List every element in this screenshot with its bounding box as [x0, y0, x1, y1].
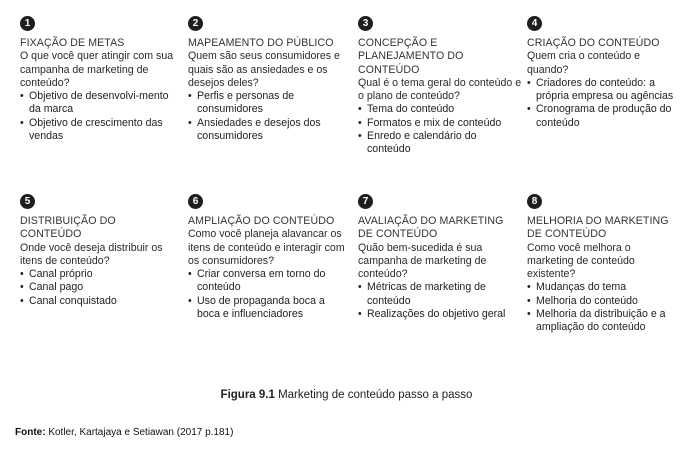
- step-title: AMPLIAÇÃO DO CONTEÚDO: [188, 215, 335, 227]
- step-question: Como você planeja alavancar os itens de conteúdo e interagir com os consumidores?: [188, 228, 345, 267]
- step-number-badge: 3: [358, 16, 373, 31]
- step-item: • Realizações do objetivo geral: [358, 308, 508, 321]
- step-item: • Tema do conteúdo: [358, 103, 523, 116]
- step-number-badge: 6: [188, 194, 203, 209]
- step-item: • Canal conquistado: [20, 295, 175, 308]
- step-question: Como você melhora o marketing de conteúdo existente?: [527, 241, 635, 281]
- step-title: DISTRIBUIÇÃO DO CONTEÚDO: [20, 215, 116, 241]
- step-title: MELHORIA DO MARKETING DE CONTEÚDO: [527, 215, 669, 241]
- step-number-badge: 4: [527, 16, 542, 31]
- step-item: • Ansiedades e desejos dos consumidores: [188, 117, 348, 144]
- step-items: [20, 268, 175, 308]
- step-item: • Mudanças do tema: [527, 281, 677, 294]
- step-number-badge: 8: [527, 194, 542, 209]
- step-3: [358, 16, 523, 157]
- step-question: O que você quer atingir com sua campanha de marketing de conteúdo?: [20, 50, 174, 89]
- step-title: CRIAÇÃO DO CONTEÚDO: [527, 37, 660, 49]
- step-item: • Canal pago: [20, 281, 175, 294]
- step-item: • Enredo e calendário do conteúdo: [358, 130, 523, 157]
- step-item: • Criadores do conteúdo: a própria empresa ou agências: [527, 77, 677, 104]
- step-items: [188, 268, 350, 321]
- step-item: • Objetivo de desenvolvi-mento da marca: [20, 90, 175, 117]
- step-items: [188, 90, 348, 143]
- step-item: • Melhoria do conteúdo: [527, 295, 677, 308]
- step-title: AVALIAÇÃO DO MARKETING DE CONTEÚDO: [358, 215, 504, 241]
- figure-label: Figura 9.1: [220, 389, 275, 401]
- step-4: [527, 16, 677, 130]
- step-item: • Canal próprio: [20, 268, 175, 281]
- step-item: • Métricas de marketing de conteúdo: [358, 281, 508, 308]
- figure-caption-text: Marketing de conteúdo passo a passo: [278, 389, 473, 401]
- step-item: • Objetivo de crescimento das vendas: [20, 117, 175, 144]
- step-5: [20, 194, 175, 308]
- step-title: FIXAÇÃO DE METAS: [20, 37, 125, 49]
- step-question: Qual é o tema geral do conteúdo e o plano de conteúdo?: [358, 76, 522, 103]
- step-title: CONCEPÇÃO E PLANEJAMENTO DO CONTEÚDO: [358, 37, 464, 76]
- step-items: [527, 281, 677, 334]
- step-item: • Perfis e personas de consumidores: [188, 90, 348, 117]
- step-number-badge: 1: [20, 16, 35, 31]
- source-label: Fonte:: [15, 427, 46, 438]
- step-2: [188, 16, 348, 143]
- source-note: [15, 427, 233, 438]
- step-item: • Uso de propaganda boca a boca e influenciadores: [188, 295, 350, 322]
- step-question: Quem cria o conteúdo e quando?: [527, 50, 641, 76]
- step-question: Quão bem-sucedida é sua campanha de marketing de conteúdo?: [358, 241, 487, 281]
- step-item: • Criar conversa em torno do conteúdo: [188, 268, 350, 295]
- source-text: Kotler, Kartajaya e Setiawan (2017 p.181): [48, 427, 234, 438]
- step-8: [527, 194, 677, 335]
- figure-caption: [0, 389, 693, 401]
- step-items: [358, 103, 523, 156]
- step-7: [358, 194, 508, 321]
- step-items: [20, 90, 175, 143]
- step-question: Quem são seus consumidores e quais são as ansiedades e os desejos deles?: [188, 50, 340, 89]
- step-number-badge: 5: [20, 194, 35, 209]
- step-item: • Cronograma de produção do conteúdo: [527, 103, 677, 130]
- step-item: • Formatos e mix de conteúdo: [358, 117, 523, 130]
- step-number-badge: 7: [358, 194, 373, 209]
- step-item: • Melhoria da distribuição e a ampliação do conteúdo: [527, 308, 677, 335]
- step-1: [20, 16, 175, 143]
- step-items: [527, 77, 677, 130]
- step-question: Onde você deseja distribuir os itens de conteúdo?: [20, 241, 163, 267]
- step-items: [358, 281, 508, 321]
- step-number-badge: 2: [188, 16, 203, 31]
- step-6: [188, 194, 350, 321]
- step-title: MAPEAMENTO DO PÚBLICO: [188, 37, 334, 49]
